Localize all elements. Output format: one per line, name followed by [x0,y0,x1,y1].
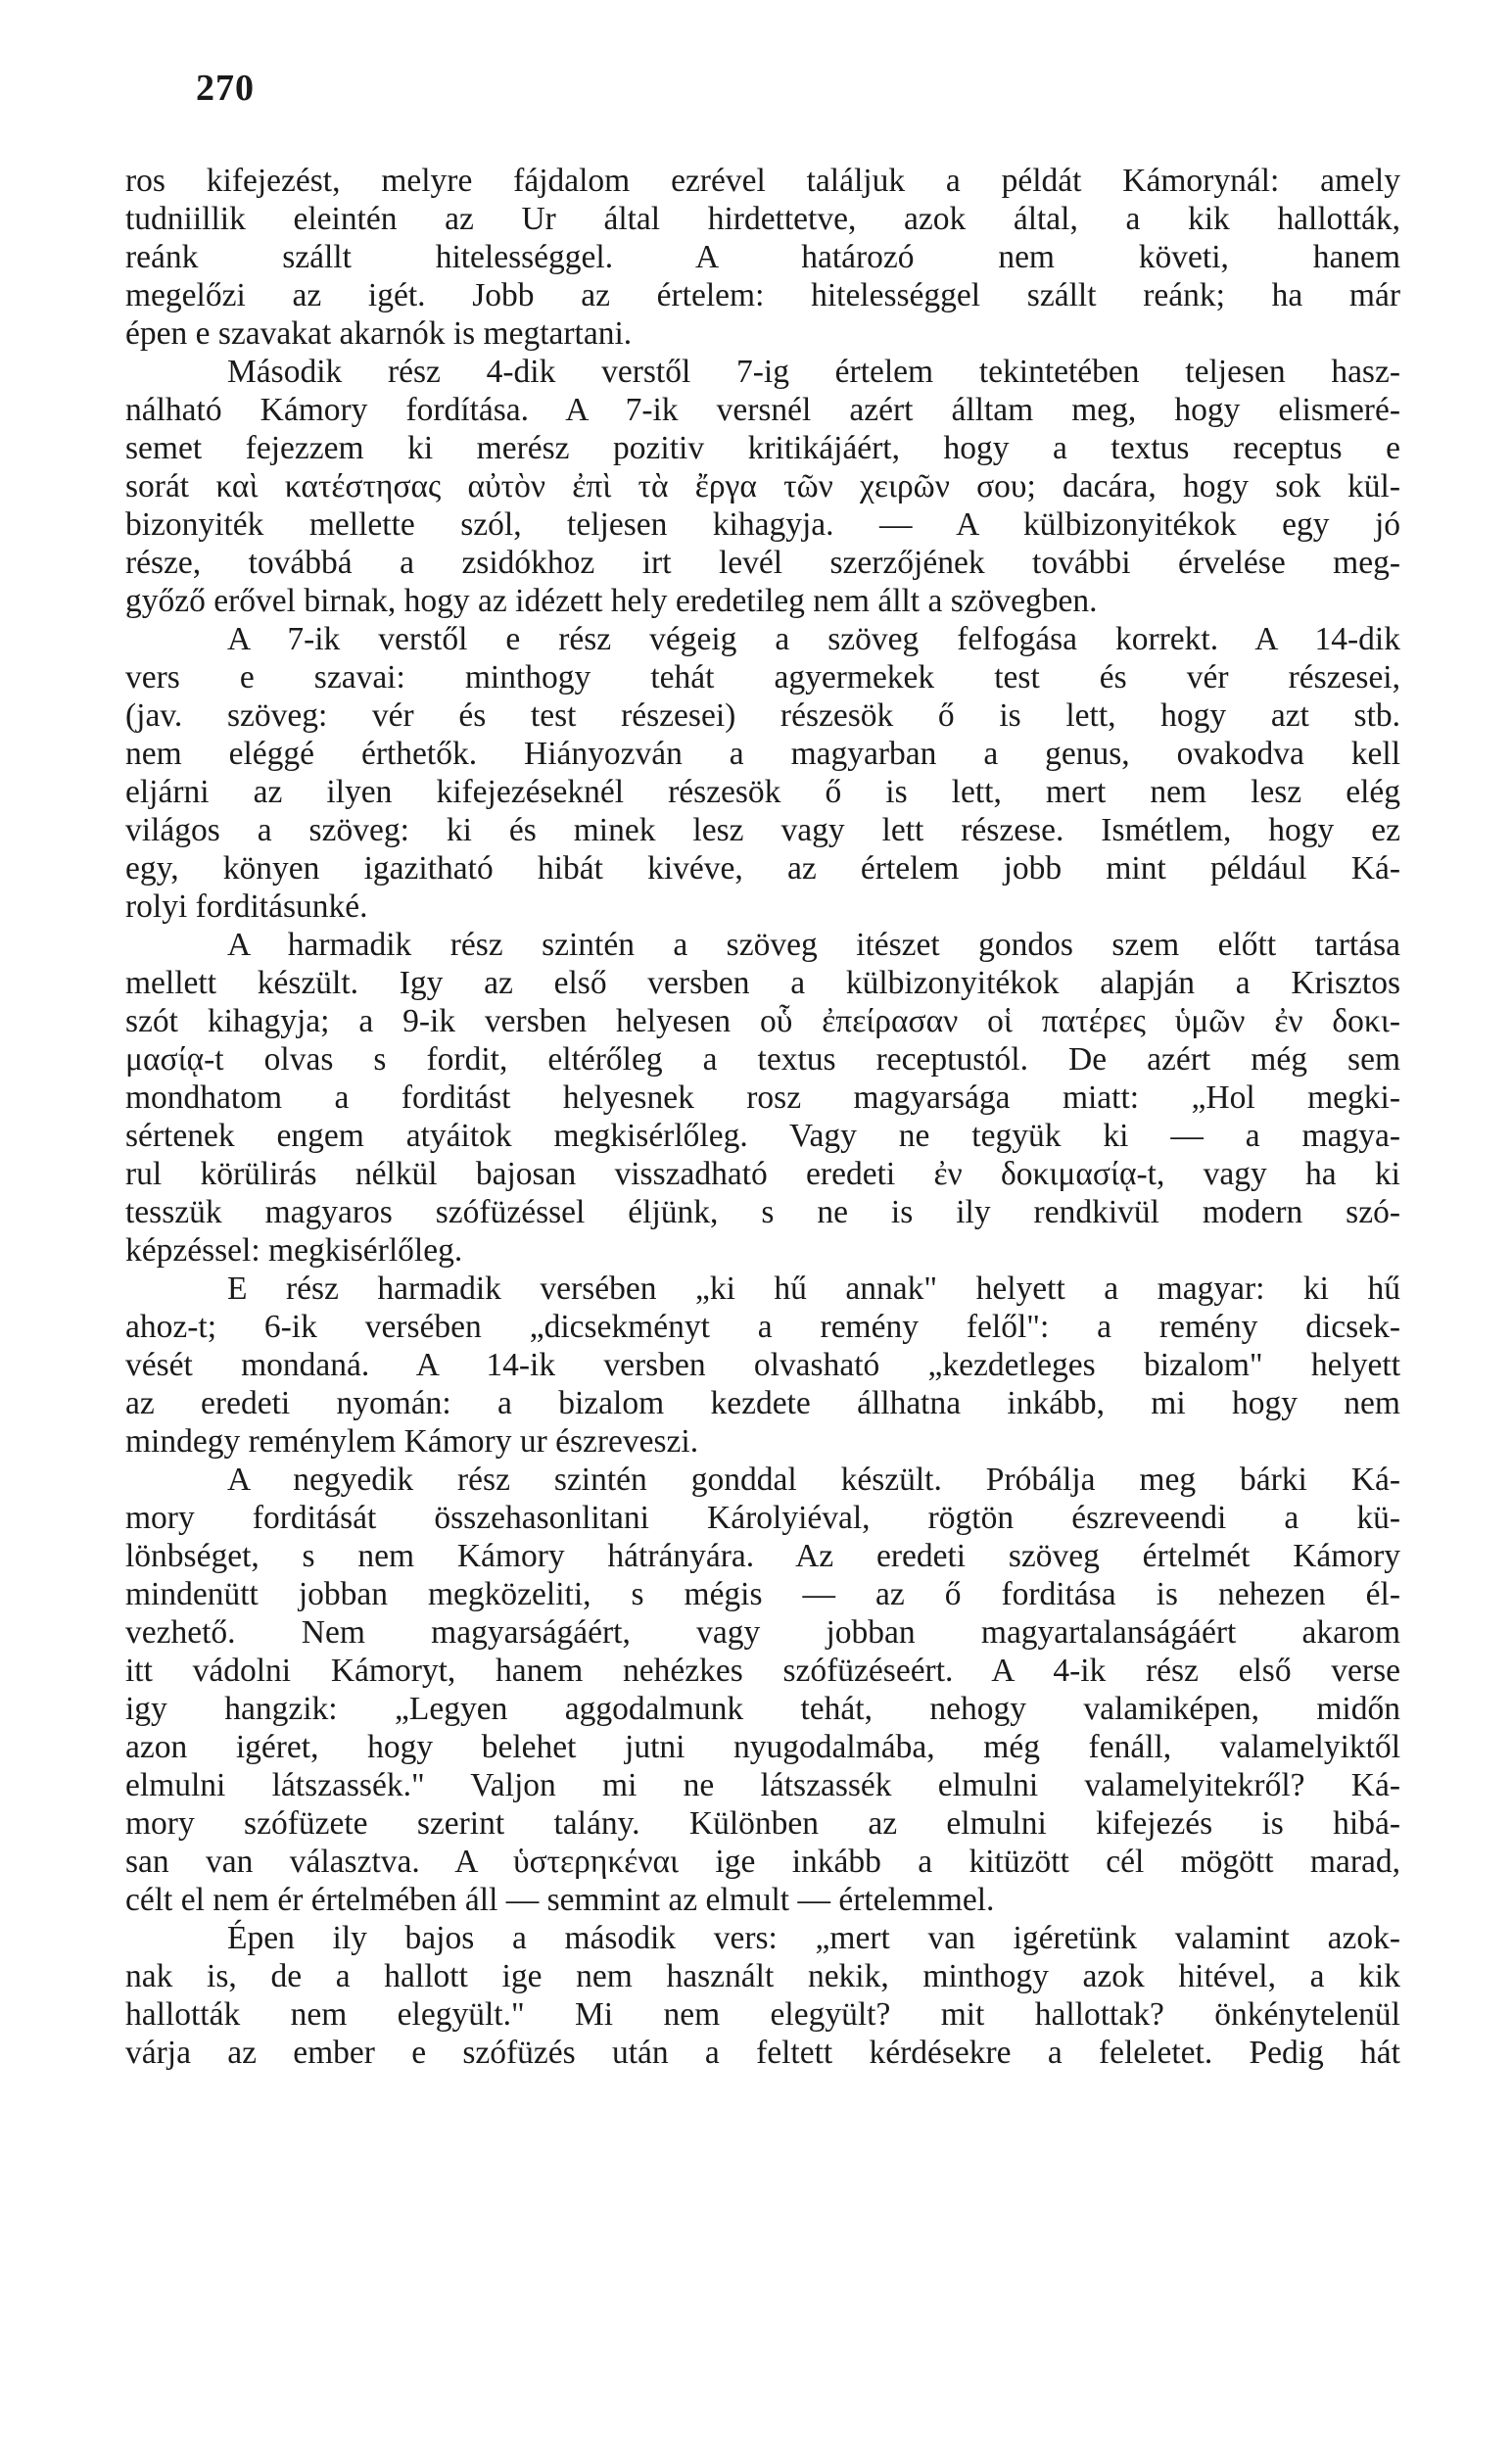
text-line: sorát καὶ κατέστησας αὐτὸν ἐπὶ τὰ ἔργα τῶν χειρῶν σου; dacára, hogy sok kül- [125,468,1400,504]
text-line: egy, könyen igazitható hibát kivéve, az értelem jobb mint például Ká- [125,850,1400,887]
text-line: bizonyiték mellette szól, teljesen kihagyja. — A külbizonyitékok egy jó [125,506,1400,543]
body-text [125,162,1400,2072]
text-line: rolyi forditásunké. [125,888,368,925]
text-line: az eredeti nyomán: a bizalom kezdete állhatna inkább, mi hogy nem [125,1385,1400,1421]
text-line: nálható Kámory fordítása. A 7-ik versnél azért álltam meg, hogy elismeré- [125,392,1400,428]
text-line: várja az ember e szófüzés után a feltett kérdésekre a feleletet. Pedig hát [125,2035,1400,2071]
text-line: vését mondaná. A 14-ik versben olvasható „kezdetleges bizalom" helyett [125,1347,1400,1383]
text-line: lönbséget, s nem Kámory hátrányára. Az eredeti szöveg értelmét Kámory [125,1538,1400,1574]
text-line: E rész harmadik versében „ki hű annak" helyett a magyar: ki hű [227,1271,1400,1307]
text-line: megelőzi az igét. Jobb az értelem: hitelességgel szállt reánk; ha már [125,277,1400,313]
text-line: igy hangzik: „Legyen aggodalmunk tehát, nehogy valamiképen, midőn [125,1691,1400,1727]
text-line: mory szófüzete szerint talány. Különben az elmulni kifejezés is hibá- [125,1805,1400,1842]
text-line: ros kifejezést, melyre fájdalom ezrével találjuk a példát Kámorynál: amely [125,163,1400,199]
text-line: Épen ily bajos a második vers: „mert van igéretünk valamint azok- [227,1920,1400,1956]
text-line: ahoz-t; 6-ik versében „dicsekményt a remény felől": a remény dicsek- [125,1309,1400,1345]
text-line: semet fejezzem ki merész pozitiv kritikájáért, hogy a textus receptus e [125,430,1400,466]
text-line: rul körülirás nélkül bajosan visszadható eredeti ἐν δοκιμασίᾳ-t, vagy ha ki [125,1156,1400,1192]
text-line: vezhető. Nem magyarságáért, vagy jobban magyartalanságáért akarom [125,1614,1400,1651]
text-line: A harmadik rész szintén a szöveg itészet gondos szem előtt tartása [227,927,1400,963]
text-line: itt vádolni Kámoryt, hanem nehézkes szófüzéseért. A 4-ik rész első verse [125,1653,1400,1689]
text-line: azon igéret, hogy belehet jutni nyugodalmába, még fenáll, valamelyiktől [125,1729,1400,1765]
text-line: A negyedik rész szintén gonddal készült. Próbálja meg bárki Ká- [227,1462,1400,1498]
text-line: győző erővel birnak, hogy az idézett hely eredetileg nem állt a szövegben. [125,583,1098,619]
text-line: nem eléggé érthetők. Hiányozván a magyarban a genus, ovakodva kell [125,736,1400,772]
text-line: tesszük magyaros szófüzéssel éljünk, s ne is ily rendkivül modern szó- [125,1194,1400,1230]
text-line: mellett készült. Igy az első versben a külbizonyitékok alapján a Krisztos [125,965,1400,1001]
text-line: san van választva. A ὑστερηκέναι ige inkább a kitüzött cél mögött marad, [125,1844,1400,1880]
text-line: (jav. szöveg: vér és test részesei) részesök ő is lett, hogy azt stb. [125,697,1400,734]
text-line: elmulni látszassék." Valjon mi ne látszassék elmulni valamelyitekről? Ká- [125,1767,1400,1803]
text-line: szót kihagyja; a 9-ik versben helyesen οὗ ἐπείρασαν οἱ πατέρες ὑμῶν ἐν δοκι- [125,1003,1400,1039]
text-line: mindenütt jobban megközeliti, s mégis — az ő forditása is nehezen él- [125,1576,1400,1612]
text-line: világos a szöveg: ki és minek lesz vagy lett részese. Ismétlem, hogy ez [125,812,1400,848]
text-line: vers e szavai: minthogy tehát agyermekek test és vér részesei, [125,659,1400,695]
text-line: tudniillik eleintén az Ur által hirdettetve, azok által, a kik hallották, [125,201,1400,237]
text-line: mindegy reménylem Kámory ur észreveszi. [125,1423,699,1460]
text-line: képzéssel: megkisérlőleg. [125,1232,463,1269]
text-line: A 7-ik verstől e rész végeig a szöveg felfogása korrekt. A 14-dik [227,621,1400,657]
text-line: μασίᾳ-t olvas s fordit, eltérőleg a textus receptustól. De azért még sem [125,1041,1400,1078]
text-line: sértenek engem atyáitok megkisérlőleg. Vagy ne tegyük ki — a magya- [125,1118,1400,1154]
text-line: nak is, de a hallott ige nem használt nekik, minthogy azok hitével, a kik [125,1958,1400,1994]
text-line: része, továbbá a zsidókhoz irt levél szerzőjének további érvelése meg- [125,545,1400,581]
text-line: épen e szavakat akarnók is megtartani. [125,315,633,352]
text-line: reánk szállt hitelességgel. A határozó nem követi, hanem [125,239,1400,275]
text-line: mory forditását összehasonlitani Károlyiéval, rögtön észreveendi a kü- [125,1500,1400,1536]
text-line: Második rész 4-dik verstől 7-ig értelem tekintetében teljesen hasz- [227,354,1400,390]
text-line: eljárni az ilyen kifejezéseknél részesök ő is lett, mert nem lesz elég [125,774,1400,810]
text-line: hallották nem elegyült." Mi nem elegyült? mit hallottak? önkénytelenül [125,1996,1400,2033]
text-line: mondhatom a forditást helyesnek rosz magyarsága miatt: „Hol megki- [125,1079,1400,1116]
page-number: 270 [196,68,255,109]
text-line: célt el nem ér értelmében áll — semmint az elmult — értelemmel. [125,1882,995,1918]
